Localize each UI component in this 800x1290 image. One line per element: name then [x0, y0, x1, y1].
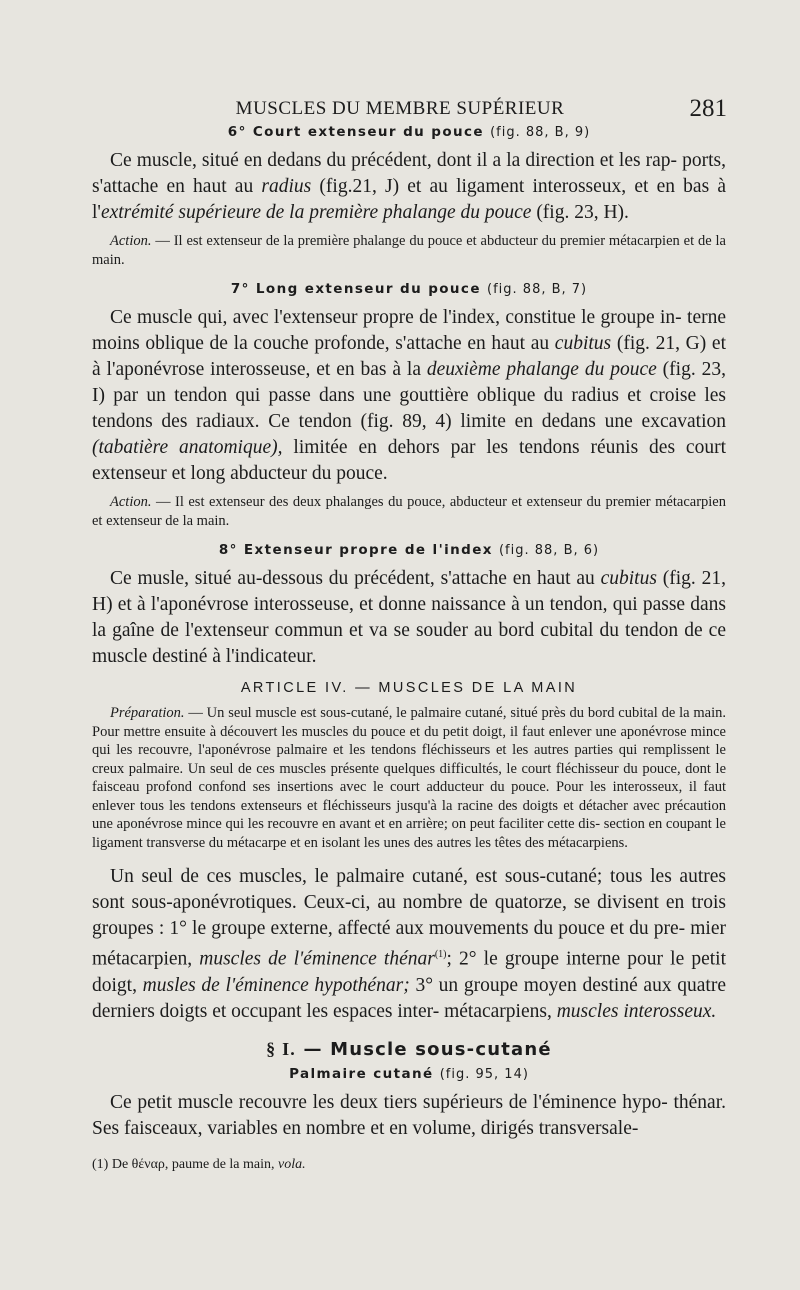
- text-run: Ce muscle, situé en dedans du précédent, dont il a la direction et les rap- ports, s'attache en haut au: [92, 150, 726, 197]
- page-content: [92, 124, 726, 1174]
- italic-run: cubitus: [554, 333, 612, 354]
- italic-run: cubitus: [600, 568, 657, 589]
- subsection-heading-7-title: 7° Long extenseur du pouce: [230, 281, 481, 297]
- paragraph-article: [92, 864, 726, 1025]
- subsection-heading-6-title: 6° Court extenseur du pouce: [227, 124, 484, 140]
- text-run: limitée en dehors par les tendons réunis des court extenseur et long abducteur du pouce.: [92, 437, 726, 484]
- section-number: § I.: [266, 1038, 296, 1059]
- text-run: (fig. 21, G) et à l'aponévrose interosseuse, et en bas à la: [92, 333, 726, 380]
- italic-run: (tabatière anatomique),: [92, 437, 283, 458]
- text-run: ; 2° le groupe interne pour le petit doigt,: [92, 948, 726, 996]
- running-head: MUSCLES DU MEMBRE SUPÉRIEUR: [235, 98, 565, 119]
- footnote-ref: (1): [434, 949, 447, 960]
- italic-run: extrémité supérieure de la première phalange du pouce: [100, 202, 532, 223]
- text-run: 3° un groupe moyen destiné aux quatre derniers doigts et occupant les espaces inter- métacarpiens,: [92, 974, 726, 1022]
- text-run: (fig. 21, H) et à l'aponévrose interosseuse, et donne naissance à un tendon, qui passe dans la gaîne de l'extenseur commun et va se souder au bord cubital du tendon de ce muscle destiné à l'indicateur.: [92, 568, 726, 667]
- subsection-heading-7-ref: (fig. 88, B, 7): [487, 282, 588, 297]
- footnote: [92, 1156, 726, 1174]
- preparation-label: Préparation.: [110, 705, 185, 721]
- action-label: Action.: [110, 233, 152, 249]
- italic-run: muscles de l'éminence thénar: [199, 948, 435, 970]
- text-run: Ce muscle qui, avec l'extenseur propre de l'index, constitue le groupe in- terne moins oblique de la couche profonde, s'attache en haut au: [92, 307, 726, 354]
- preparation-paragraph: [92, 704, 726, 852]
- subsection-heading-palmaire: [92, 1066, 726, 1082]
- footnote-mark: (1): [92, 1156, 109, 1172]
- text-run: Un seul de ces muscles, le palmaire cutané, est sous-cutané; tous les autres sont sous-aponévrotiques. Ceux-ci, au nombre de quatorze, se divisent en trois groupes : 1° le groupe externe, affecté aux mouvements du pouce et du pre- mier métacarpien,: [92, 866, 726, 970]
- subsection-heading-6: [92, 124, 726, 140]
- text-run: (fig. 23, I) par un tendon qui passe dans une gouttière oblique du radius et croise les tendons des radiaux. Ce tendon (fig. 89, 4) limite en dedans une excavation: [92, 359, 726, 432]
- subsection-heading-6-ref: (fig. 88, B, 9): [490, 125, 591, 140]
- action-text: — Il est extenseur de la première phalange du pouce et abducteur du premier métacarpien et de la main.: [92, 233, 726, 268]
- subsection-heading-8-ref: (fig. 88, B, 6): [498, 543, 600, 558]
- article-title: ARTICLE IV. — MUSCLES DE LA MAIN: [240, 680, 578, 696]
- italic-run: musles de l'éminence hypothénar;: [142, 974, 410, 996]
- page-number: 281: [689, 95, 727, 122]
- text-run: (fig.21, J) et au ligament interosseux, et en bas à l': [92, 176, 726, 223]
- italic-run: deuxième phalange du pouce: [426, 359, 657, 380]
- paragraph-8: [92, 566, 726, 670]
- subsection-heading-palmaire-ref: (fig. 95, 14): [439, 1066, 529, 1082]
- footnote-text: De θέναρ, paume de la main,: [108, 1156, 279, 1172]
- section-title: [92, 1039, 726, 1060]
- subsection-heading-8: [92, 542, 726, 558]
- section-title-text: — Muscle sous-cutané: [295, 1038, 552, 1060]
- text-run: (fig. 23, H).: [531, 202, 629, 223]
- paragraph-7: [92, 305, 726, 487]
- paragraph-6: [92, 148, 726, 226]
- action-label: Action.: [110, 494, 152, 510]
- action-paragraph-6: [92, 232, 726, 269]
- italic-run: radius: [261, 176, 312, 197]
- subsection-heading-palmaire-title: Palmaire cutané: [289, 1065, 434, 1082]
- action-paragraph-7: [92, 493, 726, 530]
- subsection-heading-8-title: 8° Extenseur propre de l'index: [218, 542, 493, 558]
- text-run: Ce musle, situé au-dessous du précédent, s'attache en haut au: [110, 568, 601, 589]
- paragraph-palmaire: Ce petit muscle recouvre les deux tiers supérieurs de l'éminence hypo- thénar. Ses faisceaux, variables en nombre et en volume, dirigés transversale-: [92, 1091, 726, 1139]
- preparation-text: — Un seul muscle est sous-cutané, le palmaire cutané, situé près du bord cubital de la main. Pour mettre ensuite à découvert les muscles du pouce et du petit doigt, il faut enlever une aponévrose mince qui les recouvre, l'aponévrose palmaire et les tendons fléchisseurs et les autres parties qui remplissent le creux palmaire. Un seul de ces muscles présente quelques difficultés, le court fléchisseur du pouce, dont le faisceau profond confond ses insertions avec le court adducteur du pouce. Pour les interosseux, il faut enlever tous les tendons extenseurs et fléchisseurs jusqu'à la racine des doigts et détacher avec précaution une aponévrose mince qui les recouvre en avant et en arrière; on peut faciliter cette dis- section en coupant le ligament transverse du métacarpe et en isolant les unes des autres les têtes des métacarpiens.: [92, 705, 726, 851]
- italic-run: muscles interosseux.: [556, 1000, 717, 1022]
- action-text: — Il est extenseur des deux phalanges du pouce, abducteur et extenseur du premier métacarpien et extenseur de la main.: [92, 494, 726, 529]
- subsection-heading-7: [92, 281, 726, 297]
- footnote-italic: vola.: [278, 1156, 306, 1172]
